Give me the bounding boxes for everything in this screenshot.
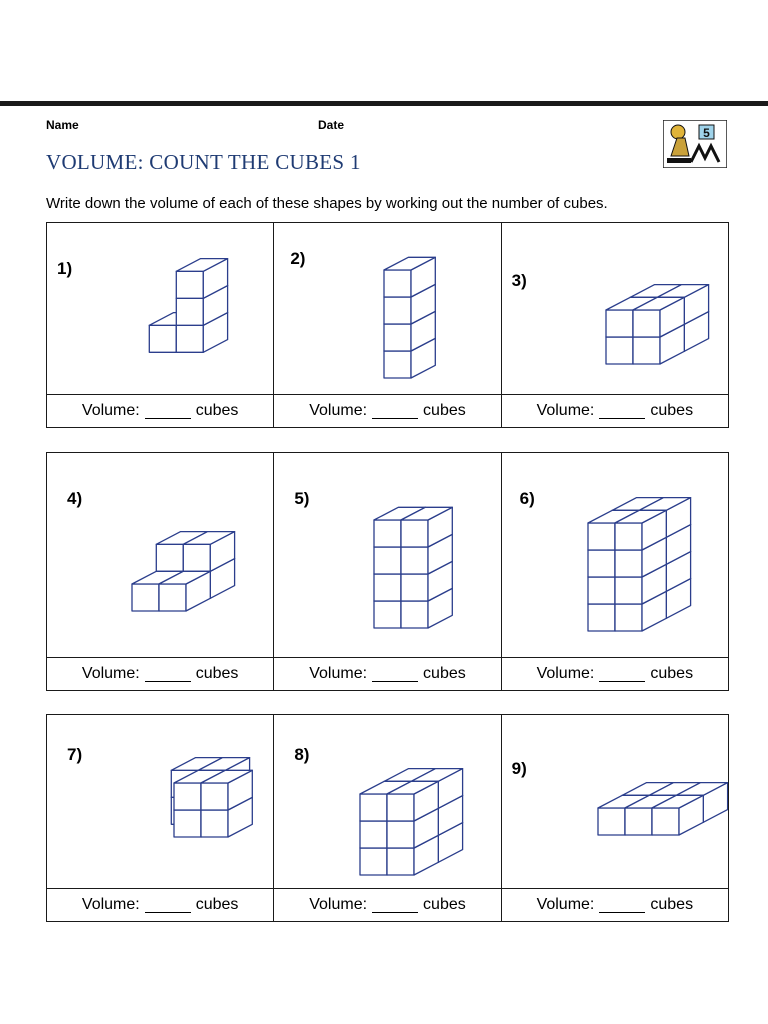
cube-front-face <box>615 604 642 631</box>
cube-front-face <box>401 547 428 574</box>
cube-front-face <box>176 271 203 298</box>
date-label: Date <box>318 118 345 132</box>
cube-front-face <box>615 523 642 550</box>
cube-front-face <box>633 310 660 337</box>
cube-front-face <box>401 601 428 628</box>
cube-figure-7 <box>47 715 273 888</box>
problem-number: 9) <box>511 759 527 778</box>
answer-line[interactable]: Volume: cubes <box>274 394 500 427</box>
problem-cell-5 <box>273 453 500 690</box>
problem-row-2 <box>46 452 729 691</box>
problem-number: 4) <box>67 489 83 508</box>
cube-figure-4 <box>47 453 273 657</box>
answer-line[interactable]: Volume: cubes <box>47 888 273 921</box>
problem-number: 5) <box>294 489 310 508</box>
answer-line[interactable]: Volume: cubes <box>274 888 500 921</box>
cube-front-face <box>387 848 414 875</box>
math-salamanders-logo <box>663 120 727 168</box>
cube-front-face <box>374 547 401 574</box>
cube-figure-2 <box>274 223 500 394</box>
cube-front-face <box>384 351 411 378</box>
worksheet-title: VOLUME: COUNT THE CUBES 1 <box>46 150 361 174</box>
answer-blank[interactable] <box>372 667 418 682</box>
cube-front-face <box>633 337 660 364</box>
problem-number: 6) <box>519 489 535 508</box>
cube-front-face <box>588 577 615 604</box>
answer-blank[interactable] <box>599 898 645 913</box>
cube-figure-8 <box>274 715 500 888</box>
problem-row-1 <box>46 222 729 428</box>
cube-front-face <box>149 325 176 352</box>
cube-front-face <box>387 821 414 848</box>
answer-blank[interactable] <box>145 667 191 682</box>
cube-front-face <box>360 794 387 821</box>
answer-blank[interactable] <box>599 404 645 419</box>
cube-front-face <box>360 848 387 875</box>
cube-front-face <box>201 810 228 837</box>
problem-cell-3 <box>501 223 728 427</box>
problem-number: 3) <box>511 271 527 290</box>
answer-blank[interactable] <box>372 404 418 419</box>
cube-front-face <box>401 520 428 547</box>
problem-cell-8 <box>273 715 500 921</box>
answer-blank[interactable] <box>145 898 191 913</box>
cube-front-face <box>598 808 625 835</box>
problem-number: 7) <box>67 745 83 764</box>
logo-badge: 5 <box>703 126 710 140</box>
cube-front-face <box>401 574 428 601</box>
problem-cell-1 <box>47 223 273 427</box>
problem-cell-4 <box>47 453 273 690</box>
cube-front-face <box>615 550 642 577</box>
answer-line[interactable]: Volume: cubes <box>502 888 728 921</box>
instructions: Write down the volume of each of these shapes by working out the number of cubes. <box>46 195 608 212</box>
cube-front-face <box>652 808 679 835</box>
cube-front-face <box>159 584 186 611</box>
cube-front-face <box>625 808 652 835</box>
cube-figure-5 <box>274 453 500 657</box>
answer-line[interactable]: Volume: cubes <box>47 657 273 690</box>
cube-front-face <box>606 337 633 364</box>
problem-cell-2 <box>273 223 500 427</box>
answer-blank[interactable] <box>599 667 645 682</box>
cube-front-face <box>174 783 201 810</box>
cube-front-face <box>374 574 401 601</box>
cube-front-face <box>156 544 183 571</box>
cube-front-face <box>174 810 201 837</box>
cube-figure-6 <box>502 453 728 657</box>
problem-number: 1) <box>57 259 73 278</box>
cube-front-face <box>588 604 615 631</box>
problem-number: 2) <box>290 249 306 268</box>
cube-figure-9 <box>502 715 728 888</box>
cube-figure-1 <box>47 223 273 394</box>
cube-front-face <box>588 550 615 577</box>
cube-front-face <box>374 520 401 547</box>
answer-line[interactable]: Volume: cubes <box>502 657 728 690</box>
cube-front-face <box>588 523 615 550</box>
cube-front-face <box>176 298 203 325</box>
cube-front-face <box>384 324 411 351</box>
answer-blank[interactable] <box>145 404 191 419</box>
cube-front-face <box>387 794 414 821</box>
cube-front-face <box>384 270 411 297</box>
answer-blank[interactable] <box>372 898 418 913</box>
cube-front-face <box>176 325 203 352</box>
problem-cell-6 <box>501 453 728 690</box>
answer-line[interactable]: Volume: cubes <box>274 657 500 690</box>
problem-row-3 <box>46 714 729 922</box>
answer-line[interactable]: Volume: cubes <box>47 394 273 427</box>
cube-front-face <box>183 544 210 571</box>
problem-cell-9 <box>501 715 728 921</box>
cube-front-face <box>201 783 228 810</box>
answer-line[interactable]: Volume: cubes <box>502 394 728 427</box>
problem-number: 8) <box>294 745 310 764</box>
problem-cell-7 <box>47 715 273 921</box>
cube-front-face <box>384 297 411 324</box>
cube-front-face <box>132 584 159 611</box>
header-rule <box>0 101 768 106</box>
name-label: Name <box>46 118 79 132</box>
cube-figure-3 <box>502 223 728 394</box>
cube-front-face <box>374 601 401 628</box>
cube-front-face <box>606 310 633 337</box>
cube-front-face <box>615 577 642 604</box>
cube-front-face <box>360 821 387 848</box>
